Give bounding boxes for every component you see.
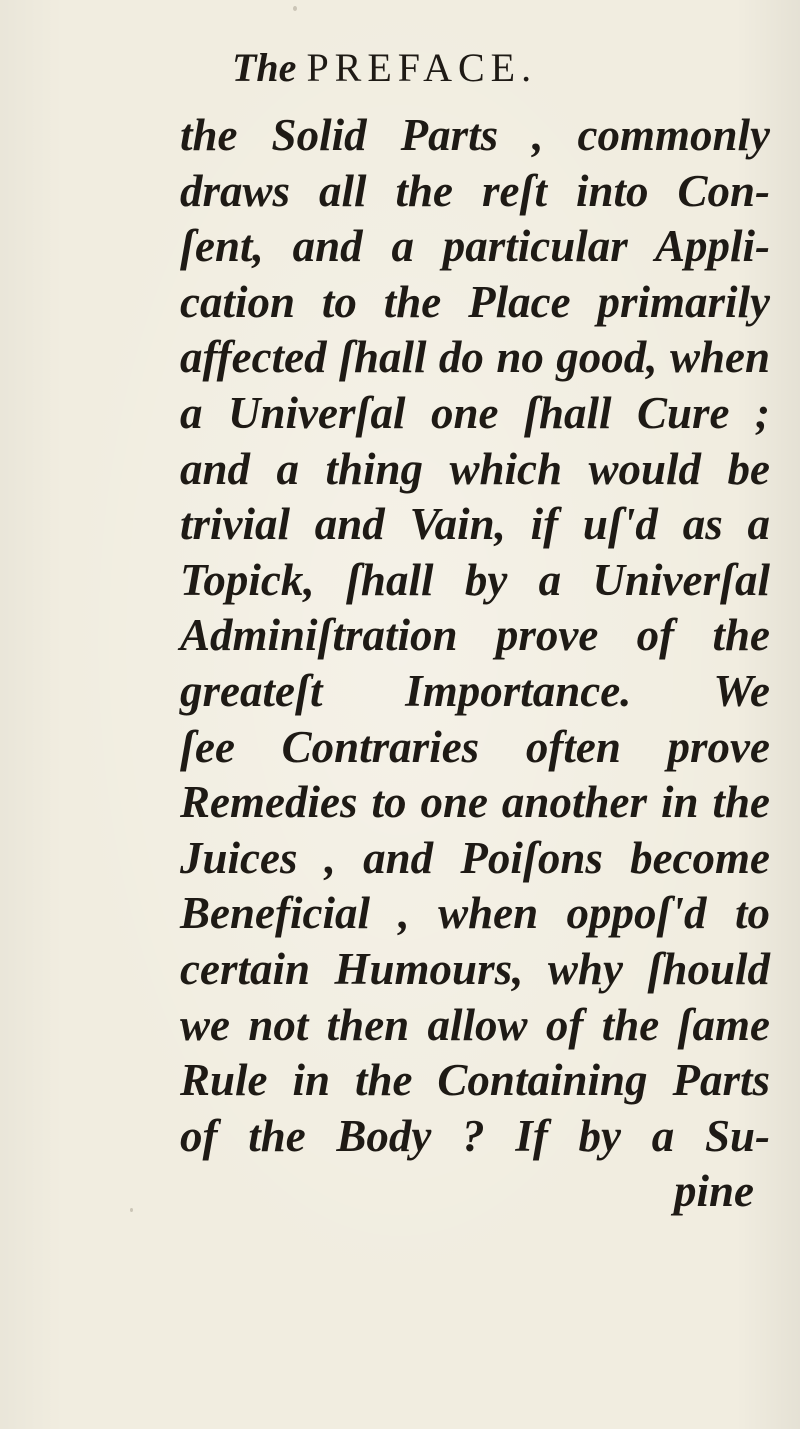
paper-speck	[130, 1208, 133, 1212]
running-head	[232, 40, 537, 96]
text-line: trivial and Vain, if uſ'd as a	[180, 499, 770, 550]
text-line: draws all the reſt into Con-	[180, 165, 770, 216]
body-text	[180, 108, 770, 1220]
text-line: Rule in the Containing Parts	[180, 1055, 770, 1106]
text-line: Adminiſtration prove of the	[180, 610, 770, 661]
text-line: and a thing which would be	[180, 443, 770, 494]
text-line: ſee Contraries often prove	[180, 721, 770, 772]
catchword: pine	[673, 1166, 754, 1217]
running-head-caps: PREFACE.	[306, 45, 538, 90]
text-line: Juices , and Poiſons become	[180, 832, 770, 883]
text-line: cation to the Place primarily	[180, 276, 770, 327]
text-line: Remedies to one another in the	[180, 777, 770, 828]
text-line: the Solid Parts , commonly	[180, 110, 770, 160]
running-head-italic: The	[232, 45, 297, 90]
paper-speck	[293, 6, 297, 11]
text-line: certain Humours, why ſhould	[180, 943, 770, 994]
text-line: of the Body ? If by a Su-	[180, 1110, 770, 1161]
text-line: ſent, and a particular Appli-	[180, 221, 770, 272]
text-line: a Univerſal one ſhall Cure ;	[180, 387, 770, 438]
text-line: Beneficial , when oppoſ'd to	[180, 888, 770, 939]
text-line: affected ſhall do no good, when	[180, 332, 770, 383]
text-line: Topick, ſhall by a Univerſal	[180, 554, 770, 605]
text-line: greateſt Importance. We	[180, 665, 770, 716]
text-line: we not then allow of the ſame	[180, 999, 770, 1050]
